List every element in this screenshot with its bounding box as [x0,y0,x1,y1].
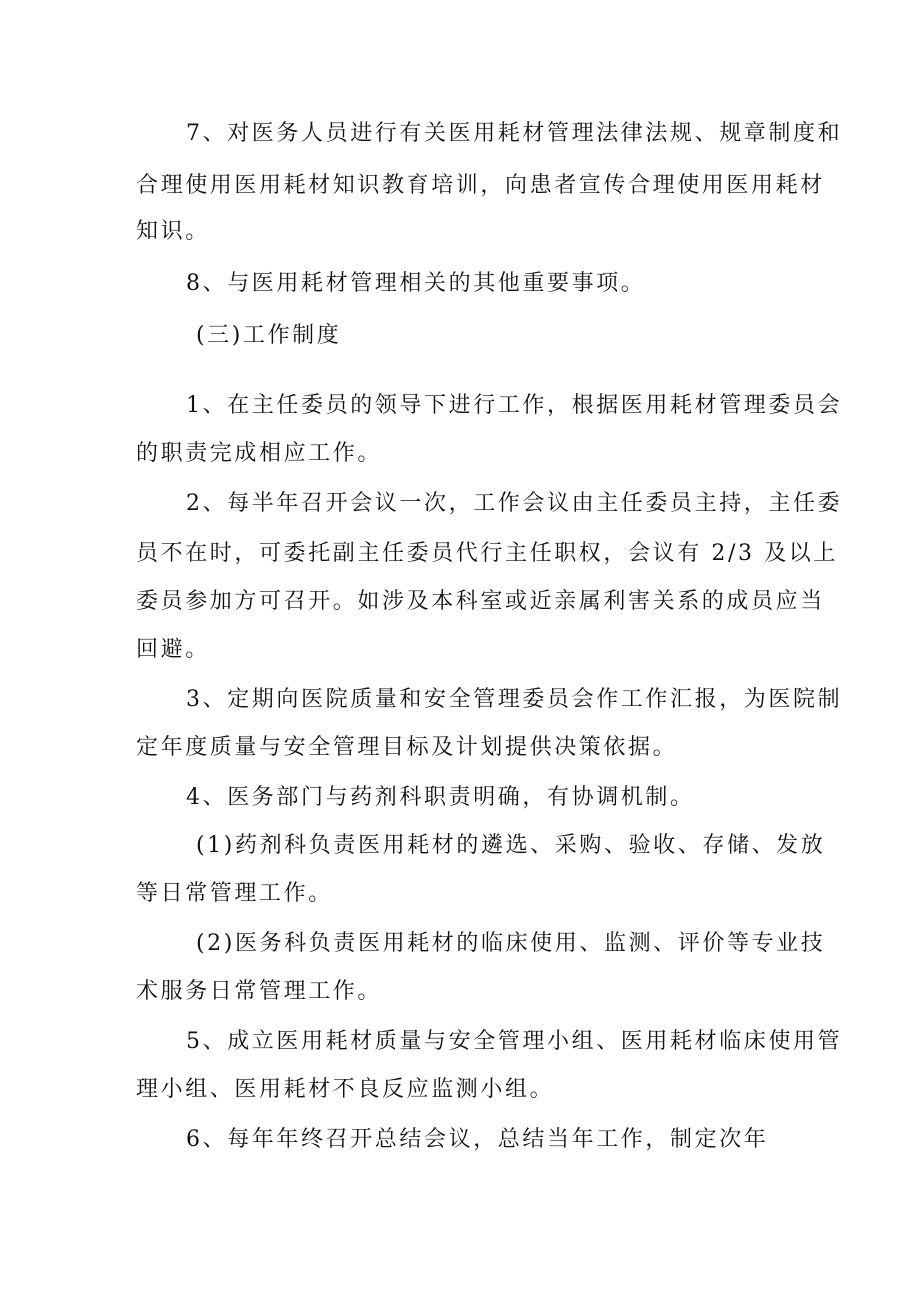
text-line: 委员参加方可召开。如涉及本科室或近亲属利害关系的成员应当 [136,589,825,614]
text-line: 知识。 [136,219,210,244]
text-line: 等日常管理工作。 [136,881,333,906]
text-line: 定年度质量与安全管理目标及计划提供决策依据。 [136,735,678,760]
text-line: 4、医务部门与药剂科职责明确，有协调机制。 [186,785,695,810]
text-line: 合理使用医用耗材知识教育培训，向患者宣传合理使用医用耗材 [136,173,825,198]
text-line: 8、与医用耗材管理相关的其他重要事项。 [186,271,646,296]
section-heading: (三)工作制度 [196,323,342,348]
text-line: 1、在主任委员的领导下进行工作，根据医用耗材管理委员会 [186,393,843,418]
text-line: 2、每半年召开会议一次，工作会议由主任委员主持，主任委 [186,491,843,516]
text-line: 3、定期向医院质量和安全管理委员会作工作汇报，为医院制 [186,687,843,712]
text-line: 理小组、医用耗材不良反应监测小组。 [136,1077,555,1102]
text-line: 员不在时，可委托副主任委员代行主任职权，会议有 2/3 及以上 [136,541,838,566]
text-line: (2)医务科负责医用耗材的临床使用、监测、评价等专业技 [196,931,826,956]
text-line: 6、每年年终召开总结会议，总结当年工作，制定次年 [186,1127,769,1152]
text-line: 术服务日常管理工作。 [136,979,383,1004]
text-line: (1)药剂科负责医用耗材的遴选、采购、验收、存储、发放 [196,833,826,858]
text-line: 5、成立医用耗材质量与安全管理小组、医用耗材临床使用管 [186,1029,843,1054]
text-line: 的职责完成相应工作。 [136,441,383,466]
text-line: 7、对医务人员进行有关医用耗材管理法律法规、规章制度和 [186,121,843,146]
text-line: 回避。 [136,637,210,662]
